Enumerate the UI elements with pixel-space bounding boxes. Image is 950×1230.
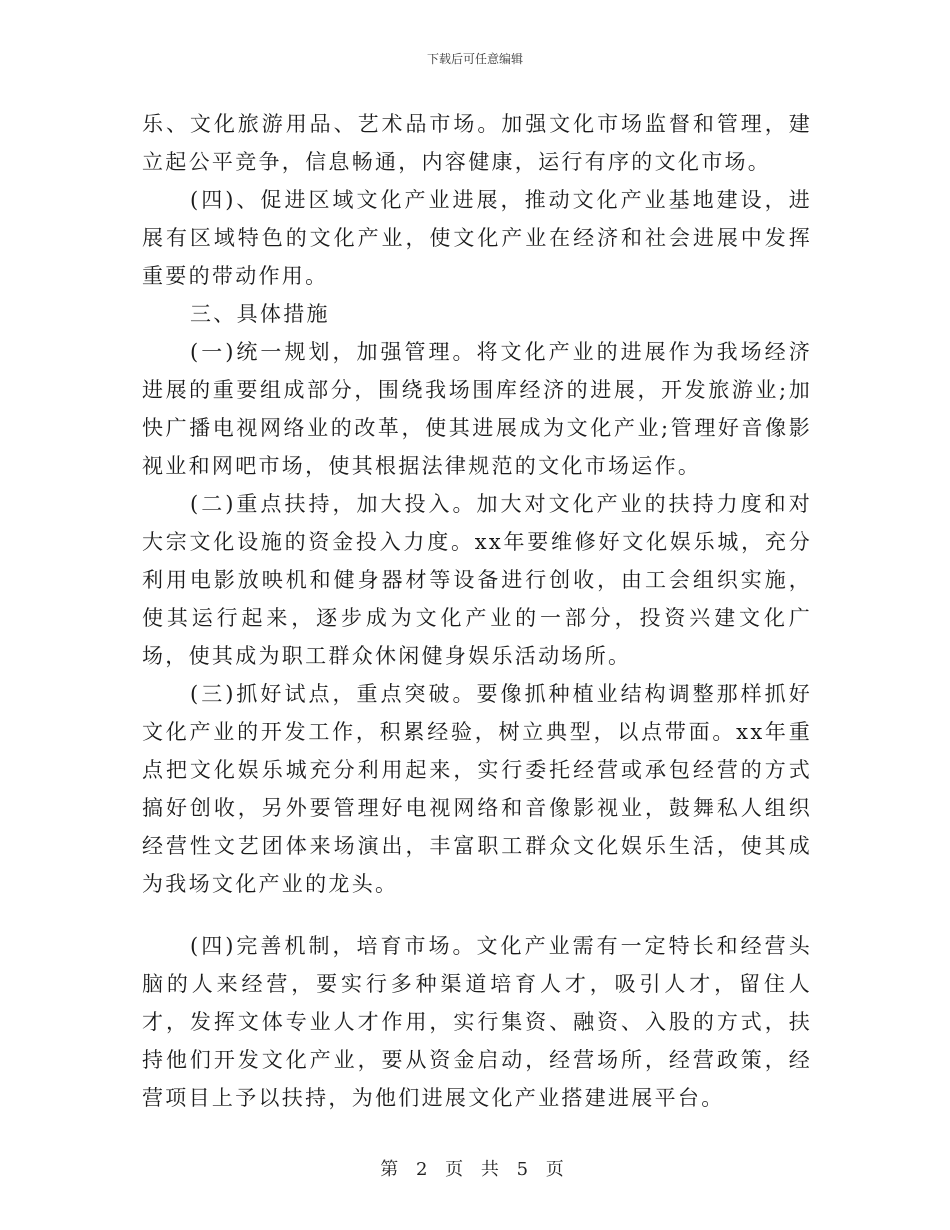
page-header: 下载后可任意编辑 [426,52,523,66]
document-body [142,105,812,1117]
paragraph-2: (四)、促进区域文化产业进展，推动文化产业基地建设，进展有区域特色的文化产业，使文化产业在经济和社会进展中发挥重要的带动作用。 [142,188,812,288]
paragraph-5: (三)抓好试点，重点突破。要像抓种植业结构调整那样抓好文化产业的开发工作，积累经验，树立典型，以点带面。xx年重点把文化娱乐城充分利用起来，实行委托经营或承包经营的方式搞好创收，另外要管理好电视网络和音像影视业，鼓舞私人组织经营性文艺团体来场演出，丰富职工群众文化娱乐生活，使其成为我场文化产业的龙头。 [142,682,812,896]
paragraph-3: (一)统一规划，加强管理。将文化产业的进展作为我场经济进展的重要组成部分，围绕我场围库经济的进展，开发旅游业;加快广播电视网络业的改革，使其进展成为文化产业;管理好音像影视业和网吧市场，使其根据法律规范的文化市场运作。 [142,340,812,478]
page-number: 第 2 页 共 5 页 [380,1159,570,1180]
paragraph-6: (四)完善机制，培育市场。文化产业需有一定特长和经营头脑的人来经营，要实行多种渠道培育人才，吸引人才，留住人才，发挥文体专业人才作用，实行集资、融资、入股的方式，扶持他们开发文化产业，要从资金启动，经营场所，经营政策，经营项目上予以扶持，为他们进展文化产业搭建进展平台。 [142,934,812,1110]
paragraph-4: (二)重点扶持，加大投入。加大对文化产业的扶持力度和对大宗文化设施的资金投入力度。xx年要维修好文化娱乐城，充分利用电影放映机和健身器材等设备进行创收，由工会组织实施，使其运行起来，逐步成为文化产业的一部分，投资兴建文化广场，使其成为职工群众休闲健身娱乐活动场所。 [142,492,812,668]
paragraph-1: 乐、文化旅游用品、艺术品市场。加强文化市场监督和管理，建立起公平竞争，信息畅通，内容健康，运行有序的文化市场。 [142,112,812,174]
section-heading: 三、具体措施 [190,302,330,326]
